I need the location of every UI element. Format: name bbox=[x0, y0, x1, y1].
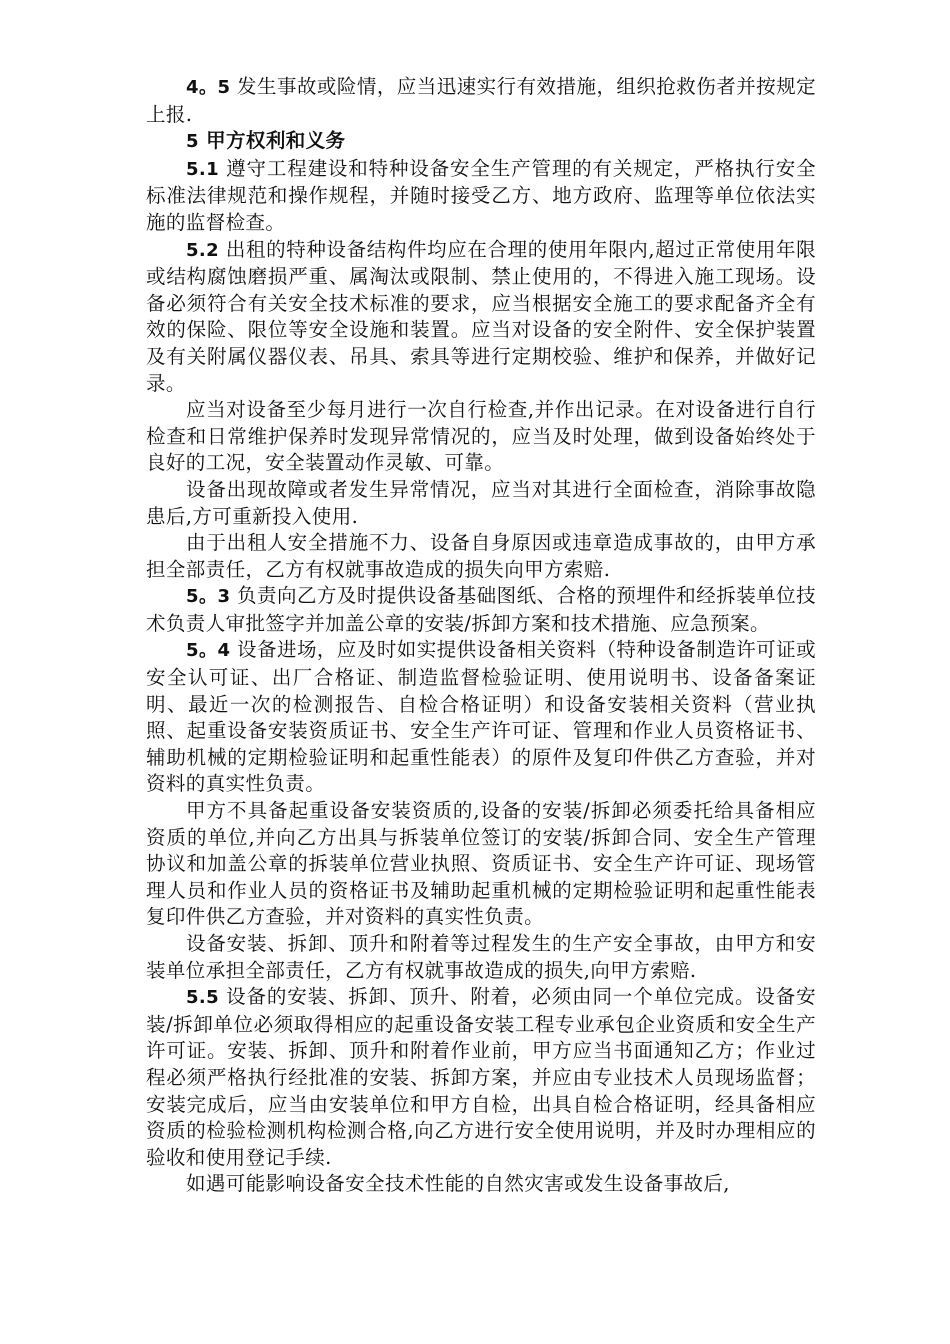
document-body bbox=[146, 74, 816, 1198]
paragraph-text: 如遇可能影响设备安全技术性能的自然灾害或发生设备事故后, bbox=[186, 1172, 730, 1196]
paragraph-text: 设备的安装、拆卸、顶升、附着，必须由同一个单位完成。设备安装/拆卸单位必须取得相应的起重设备安装工程专业承包企业资质和安全生产许可证。安装、拆卸、顶升和附着作业前，甲方应当书面通知乙方；作业过程必须严格执行经批准的安装、拆卸方案，并应由专业技术人员现场监督；安装完成后，应当由安装单位和甲方自检，出具自检合格证明，经具备相应资质的检验检测机构检测合格,向乙方进行安全使用说明，并及时办理相应的验收和使用登记手续. bbox=[146, 985, 816, 1169]
clause-number: 5。4 bbox=[186, 640, 231, 662]
paragraph-text: 设备进场，应及时如实提供设备相关资料（特种设备制造许可证或安全认可证、出厂合格证、制造监督检验证明、使用说明书、设备备案证明、最近一次的检测报告、自检合格证明）和设备安装相关资料（营业执照、起重设备安装资质证书、安全生产许可证、管理和作业人员资格证书、辅助机械的定期检验证明和起重性能表）的原件及复印件供乙方查验，并对资料的真实性负责。 bbox=[146, 638, 817, 796]
paragraph-text: 遵守工程建设和特种设备安全生产管理的有关规定，严格执行安全标准法律规范和操作规程，并随时接受乙方、地方政府、监理等单位依法实施的监督检查。 bbox=[146, 156, 816, 234]
paragraph bbox=[146, 237, 816, 398]
section-heading bbox=[146, 128, 816, 156]
paragraph-text: 设备出现故障或者发生异常情况，应当对其进行全面检查，消除事故隐患后,方可重新投入使用. bbox=[146, 477, 816, 528]
paragraph-text: 应当对设备至少每月进行一次自行检查,并作出记录。在对设备进行自行检查和日常维护保养时发现异常情况的，应当及时处理，做到设备始终处于良好的工况，安全装置动作灵敏、可靠。 bbox=[146, 398, 816, 475]
clause-number: 5。3 bbox=[186, 586, 231, 608]
paragraph-text: 由于出租人安全措施不力、设备自身原因或违章造成事故的，由甲方承担全部责任，乙方有权就事故造成的损失向甲方索赔. bbox=[146, 531, 816, 581]
clause-number: 5 bbox=[186, 131, 199, 153]
paragraph bbox=[146, 397, 816, 477]
paragraph bbox=[146, 477, 816, 530]
paragraph bbox=[146, 984, 816, 1171]
paragraph bbox=[146, 156, 816, 237]
paragraph-text: 发生事故或险情，应当迅速实行有效措施，组织抢救伤者并按规定上报. bbox=[146, 75, 817, 126]
paragraph bbox=[146, 1171, 816, 1198]
paragraph-text: 负责向乙方及时提供设备基础图纸、合格的预埋件和经拆装单位技术负责人审批签字并加盖公章的安装/拆卸方案和技术措施、应急预案。 bbox=[146, 584, 817, 635]
paragraph-text: 甲方不具备起重设备安装资质的,设备的安装/拆卸必须委托给具备相应资质的单位,并向乙方出具与拆装单位签订的安装/拆卸合同、安全生产管理协议和加盖公章的拆装单位营业执照、资质证书、安全生产许可证、现场管理人员和作业人员的资格证书及辅助起重机械的定期检验证明和起重性能表复印件供乙方查验，并对资料的真实性负责。 bbox=[146, 799, 816, 929]
paragraph bbox=[146, 637, 816, 798]
clause-number: 5.2 bbox=[186, 239, 220, 261]
clause-number: 4。5 bbox=[186, 77, 231, 98]
paragraph bbox=[146, 74, 816, 128]
paragraph bbox=[146, 931, 816, 984]
paragraph-text: 出租的特种设备结构件均应在合理的使用年限内,超过正常使用年限或结构腐蚀磨损严重、属淘汰或限制、禁止使用的，不得进入施工现场。设备必须符合有关安全技术标准的要求，应当根据安全施工的要求配备齐全有效的保险、限位等安全设施和装置。应当对设备的安全附件、安全保护装置及有关附属仪器仪表、吊具、索具等进行定期校验、维护和保养，并做好记录。 bbox=[146, 237, 816, 395]
clause-number: 5.1 bbox=[186, 158, 220, 180]
clause-number: 5.5 bbox=[186, 987, 220, 1009]
paragraph bbox=[146, 583, 816, 637]
paragraph bbox=[146, 798, 816, 931]
paragraph-text: 设备安装、拆卸、顶升和附着等过程发生的生产安全事故，由甲方和安装单位承担全部责任，乙方有权就事故造成的损失,向甲方索赔. bbox=[146, 932, 816, 982]
heading-text: 甲方权利和义务 bbox=[198, 129, 346, 153]
paragraph bbox=[146, 530, 816, 583]
